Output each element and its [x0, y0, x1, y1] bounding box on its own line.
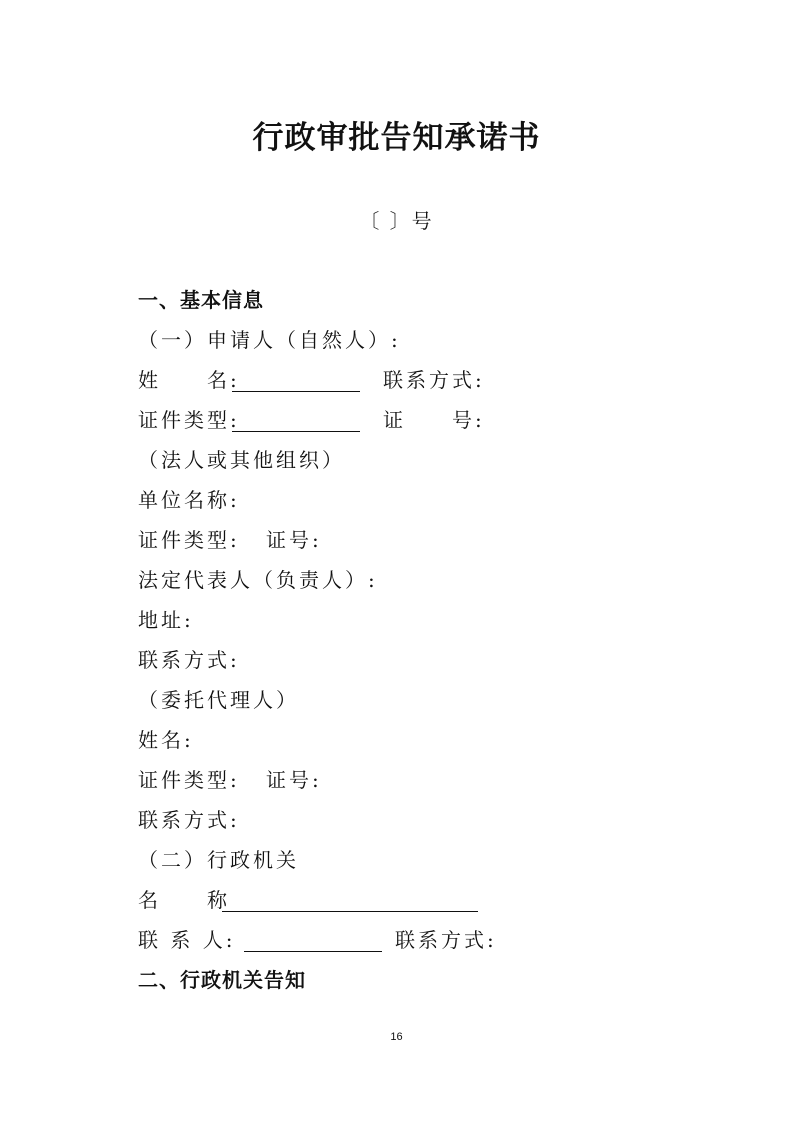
agent-heading: （委托代理人） [138, 688, 299, 712]
legal-entity-heading: （法人或其他组织） [138, 448, 345, 472]
authority-contact-label: 联系方式: [395, 928, 497, 952]
document-number: 〔 〕号 [359, 209, 434, 233]
legal-rep-label: 法定代表人（负责人）: [138, 568, 378, 592]
contact-label: 联系方式: [383, 368, 485, 392]
authority-name-label: 名 称 [138, 888, 230, 912]
agent-name-label: 姓名: [138, 728, 194, 752]
id-type-label: 证件类型: [138, 408, 240, 432]
agent-contact-label: 联系方式: [138, 808, 240, 832]
authority-contact-person-label: 联 系 人: [138, 928, 236, 952]
document-title: 行政审批告知承诺书 [252, 120, 541, 156]
address-label: 地址: [138, 608, 194, 632]
org-id-number-label: 证号: [266, 528, 322, 552]
authority-heading: （二）行政机关 [138, 848, 299, 872]
page-number: 16 [390, 1031, 403, 1043]
agent-id-type-label: 证件类型: [138, 768, 240, 792]
id-number-label: 证 号: [383, 408, 485, 432]
section-heading-basic-info: 一、基本信息 [138, 288, 264, 312]
org-name-label: 单位名称: [138, 488, 240, 512]
authority-name-field[interactable] [222, 911, 478, 912]
applicant-natural-heading: （一）申请人（自然人）: [138, 328, 401, 352]
authority-contact-person-field[interactable] [244, 951, 382, 952]
agent-id-number-label: 证号: [266, 768, 322, 792]
name-label: 姓 名: [138, 368, 240, 392]
name-field[interactable] [232, 391, 360, 392]
org-id-type-label: 证件类型: [138, 528, 240, 552]
section-heading-authority-notice: 二、行政机关告知 [138, 968, 306, 992]
org-contact-label: 联系方式: [138, 648, 240, 672]
id-type-field[interactable] [232, 431, 360, 432]
